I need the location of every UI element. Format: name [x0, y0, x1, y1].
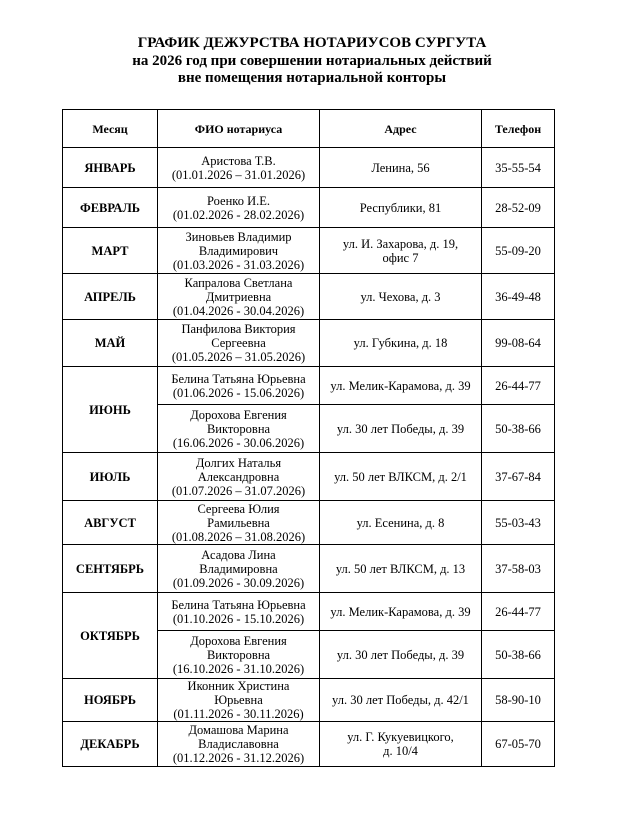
notary-name: Панфилова Виктория: [181, 322, 296, 336]
address-line: Республики, 81: [359, 200, 442, 215]
address-line: ул. 30 лет Победы, д. 39: [336, 647, 465, 662]
table-row: [63, 320, 555, 367]
address-line: ул. Г. Кукуевицкого,: [347, 730, 454, 744]
phone-cell: 35-55-54: [482, 148, 555, 188]
notary-name: Капралова Светлана: [184, 275, 293, 290]
table-row: [63, 453, 555, 501]
duty-period: (01.03.2026 - 31.03.2026): [172, 257, 305, 272]
phone-cell: 37-67-84: [482, 453, 555, 501]
phone-cell: 28-52-09: [482, 188, 555, 228]
notary-name: Викторовна: [206, 421, 271, 436]
duty-period: (16.06.2026 - 30.06.2026): [172, 435, 305, 450]
table-row: [63, 274, 555, 320]
address-cell: [320, 228, 482, 274]
month-cell: ОКТЯБРЬ: [63, 593, 158, 679]
duty-period: (01.04.2026 - 30.04.2026): [172, 303, 305, 318]
duty-period: (01.12.2026 - 31.12.2026): [172, 751, 305, 765]
address-cell: [320, 320, 482, 367]
duty-period: (01.06.2026 - 15.06.2026): [172, 385, 305, 400]
header-address: Адрес: [320, 110, 482, 148]
address-line: Ленина, 56: [371, 160, 430, 175]
address-line: ул. 30 лет Победы, д. 42/1: [332, 693, 469, 707]
month-cell: ИЮНЬ: [63, 367, 158, 453]
duty-period: (01.02.2026 - 28.02.2026): [172, 207, 305, 222]
table-row: [63, 545, 555, 593]
address-cell: [320, 148, 482, 188]
table-row: [63, 501, 555, 545]
notary-cell: [158, 274, 320, 320]
duty-period: (01.07.2026 – 31.07.2026): [171, 483, 306, 498]
notary-cell: [158, 631, 320, 679]
phone-cell: 99-08-64: [482, 320, 555, 367]
address-line: ул. Губкина, д. 18: [353, 336, 448, 350]
duty-period: (01.01.2026 – 31.01.2026): [171, 167, 306, 182]
notary-cell: [158, 320, 320, 367]
phone-cell: 26-44-77: [482, 367, 555, 405]
notary-name: Зиновьев Владимир: [185, 229, 292, 244]
table-row: [63, 679, 555, 722]
address-cell: [320, 501, 482, 545]
notary-name: Владиславовна: [198, 737, 279, 751]
notary-name: Иконник Христина: [187, 679, 290, 693]
table-row: [63, 148, 555, 188]
notary-name: Сергеева Юлия: [197, 501, 280, 516]
notary-name: Белина Татьяна Юрьевна: [171, 597, 306, 612]
month-cell: ИЮЛЬ: [63, 453, 158, 501]
notary-name: Долгих Наталья: [195, 455, 282, 470]
title-line-2: на 2026 год при совершении нотариальных действий: [132, 52, 492, 69]
phone-cell: 36-49-48: [482, 274, 555, 320]
notary-name: Александровна: [197, 469, 280, 484]
address-cell: [320, 188, 482, 228]
duty-period: (01.09.2026 - 30.09.2026): [172, 575, 305, 590]
title-line-1: ГРАФИК ДЕЖУРСТВА НОТАРИУСОВ СУРГУТА: [137, 35, 487, 51]
notary-cell: [158, 405, 320, 453]
phone-cell: 26-44-77: [482, 593, 555, 631]
phone-cell: 37-58-03: [482, 545, 555, 593]
notary-name: Юрьевна: [214, 693, 263, 707]
table-body: [63, 148, 555, 767]
duty-period: (16.10.2026 - 31.10.2026): [172, 661, 305, 676]
notary-cell: [158, 593, 320, 631]
notary-name: Рамильевна: [207, 515, 270, 530]
month-cell: ЯНВАРЬ: [63, 148, 158, 188]
duty-period: (01.08.2026 – 31.08.2026): [171, 529, 306, 544]
phone-cell: 55-03-43: [482, 501, 555, 545]
address-cell: [320, 722, 482, 767]
notary-name: Дорохова Евгения: [190, 633, 287, 648]
notary-name: Дмитриевна: [205, 289, 272, 304]
notary-cell: [158, 367, 320, 405]
table-row: [63, 722, 555, 767]
phone-cell: 58-90-10: [482, 679, 555, 722]
header-name: ФИО нотариуса: [158, 110, 320, 148]
address-line: ул. И. Захарова, д. 19,: [342, 236, 459, 251]
phone-cell: 50-38-66: [482, 405, 555, 453]
month-cell: МАЙ: [63, 320, 158, 367]
address-line: ул. 50 лет ВЛКСМ, д. 2/1: [334, 469, 467, 484]
month-cell: ДЕКАБРЬ: [63, 722, 158, 767]
notary-name: Белина Татьяна Юрьевна: [171, 371, 306, 386]
notary-name: Дорохова Евгения: [190, 407, 287, 422]
duty-period: (01.10.2026 - 15.10.2026): [172, 611, 305, 626]
notary-cell: [158, 545, 320, 593]
address-cell: [320, 631, 482, 679]
address-line: ул. 50 лет ВЛКСМ, д. 13: [335, 561, 466, 576]
table-row: [63, 188, 555, 228]
address-cell: [320, 593, 482, 631]
address-line: ул. Мелик-Карамова, д. 39: [330, 378, 471, 393]
table-row: [63, 367, 555, 405]
address-cell: [320, 405, 482, 453]
phone-cell: 67-05-70: [482, 722, 555, 767]
notary-cell: [158, 722, 320, 767]
notary-cell: [158, 188, 320, 228]
address-cell: [320, 274, 482, 320]
header-phone: Телефон: [482, 110, 555, 148]
notary-name: Домашова Марина: [188, 723, 289, 737]
month-cell: АПРЕЛЬ: [63, 274, 158, 320]
notary-cell: [158, 679, 320, 722]
notary-cell: [158, 453, 320, 501]
notary-name: Сергеевна: [211, 336, 266, 350]
notary-name: Аристова Т.В.: [201, 153, 276, 168]
duty-schedule-table: [62, 109, 555, 767]
table-header-row: [63, 110, 555, 148]
notary-name: Владимирович: [198, 243, 279, 258]
address-line: офис 7: [382, 250, 419, 265]
title-line-3: вне помещения нотариальной конторы: [177, 70, 447, 86]
table-row: [63, 593, 555, 631]
month-cell: АВГУСТ: [63, 501, 158, 545]
notary-cell: [158, 228, 320, 274]
phone-cell: 55-09-20: [482, 228, 555, 274]
header-month: Месяц: [63, 110, 158, 148]
month-cell: ФЕВРАЛЬ: [63, 188, 158, 228]
address-line: д. 10/4: [383, 744, 418, 758]
duty-period: (01.05.2026 – 31.05.2026): [171, 350, 306, 364]
address-line: ул. Есенина, д. 8: [356, 515, 445, 530]
notary-name: Викторовна: [206, 647, 271, 662]
notary-name: Владимировна: [199, 561, 278, 576]
address-cell: [320, 679, 482, 722]
document-title: [0, 35, 624, 88]
notary-cell: [158, 148, 320, 188]
notary-name: Асадова Лина: [201, 547, 276, 562]
address-cell: [320, 367, 482, 405]
address-line: ул. Чехова, д. 3: [360, 289, 441, 304]
address-cell: [320, 453, 482, 501]
notary-cell: [158, 501, 320, 545]
address-line: ул. 30 лет Победы, д. 39: [336, 421, 465, 436]
duty-period: (01.11.2026 - 30.11.2026): [173, 707, 304, 721]
month-cell: СЕНТЯБРЬ: [63, 545, 158, 593]
address-line: ул. Мелик-Карамова, д. 39: [330, 604, 471, 619]
phone-cell: 50-38-66: [482, 631, 555, 679]
address-cell: [320, 545, 482, 593]
notary-name: Роенко И.Е.: [206, 193, 270, 208]
month-cell: МАРТ: [63, 228, 158, 274]
month-cell: НОЯБРЬ: [63, 679, 158, 722]
table-row: [63, 228, 555, 274]
